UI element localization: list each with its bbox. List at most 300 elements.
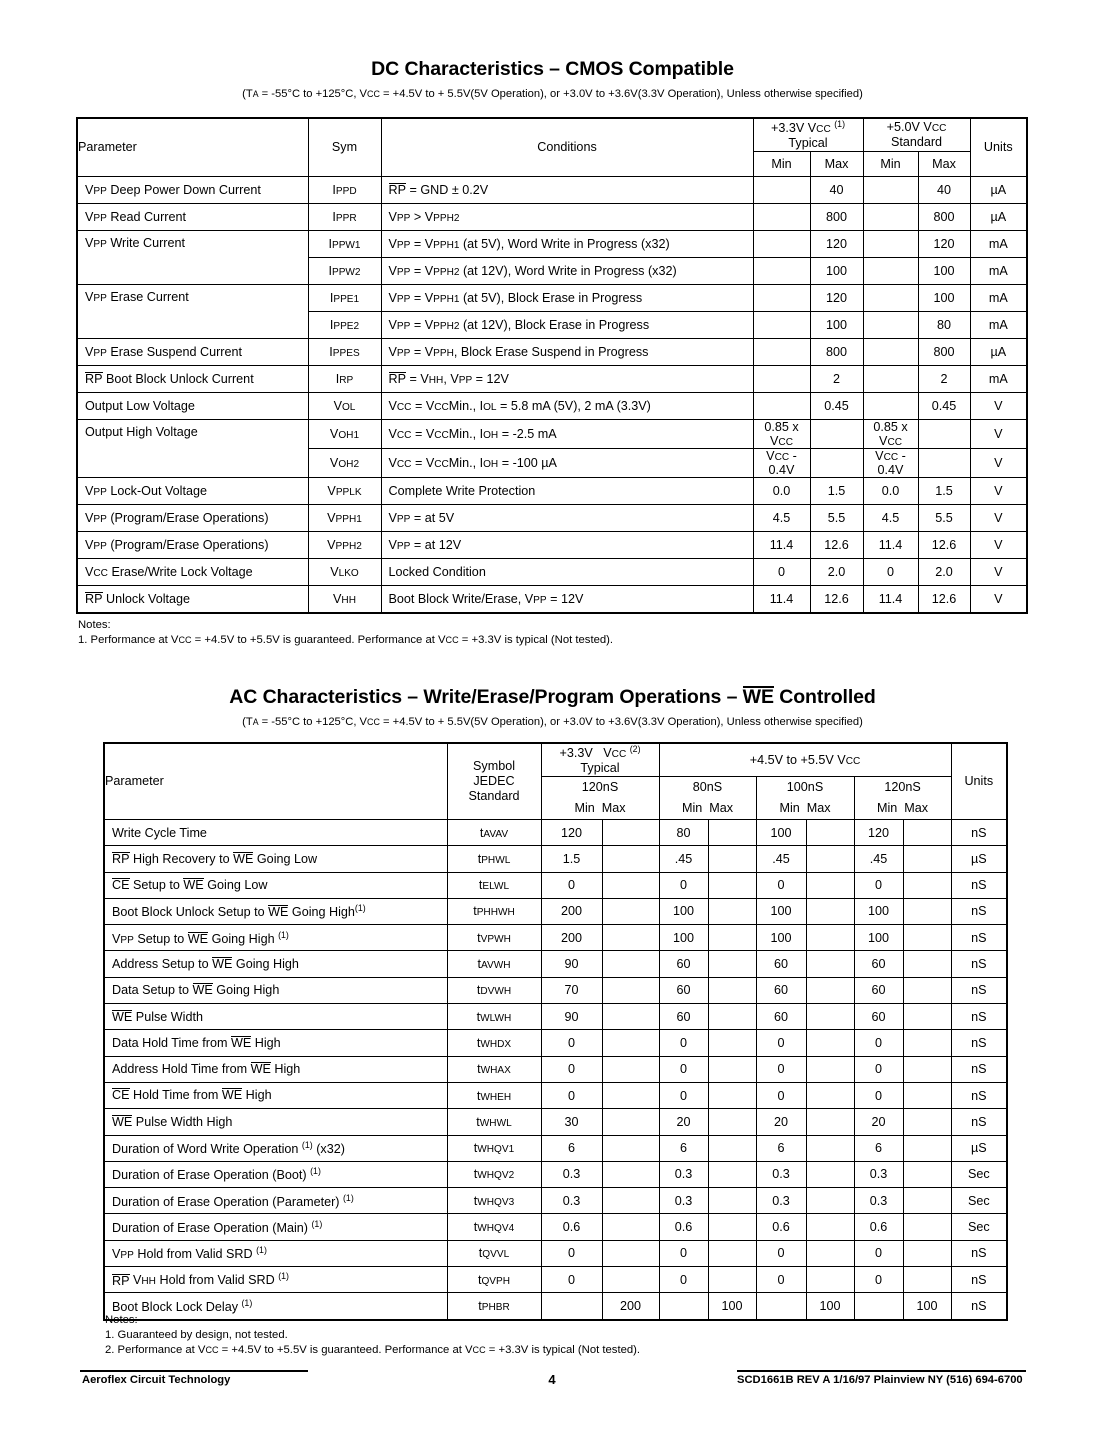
ac-cell-symbol: tWHQV2 (447, 1161, 541, 1187)
ac-cell-100-min: 6 (756, 1135, 806, 1161)
dc-cell-symbol: IPPES (308, 338, 381, 365)
ac-cell-units: nS (951, 1056, 1007, 1082)
ac-cell-120a-min: 0.3 (541, 1188, 602, 1214)
ac-cell-120b-max (903, 1135, 951, 1161)
ac-cell-80-min: 0 (659, 1030, 708, 1056)
ac-cell-parameter: RP High Recovery to WE Going Low (104, 846, 447, 872)
ac-cell-100-min: 60 (756, 1004, 806, 1030)
dc-cell-parameter: RP Unlock Voltage (77, 585, 308, 613)
dc-th-parameter: Parameter (77, 118, 308, 176)
ac-characteristics-table (103, 742, 1008, 1321)
ac-table-row (104, 1266, 1007, 1292)
dc-cell-33-max: 120 (810, 230, 863, 257)
ac-cell-120b-min: 100 (854, 898, 903, 924)
dc-th-33-max: Max (810, 151, 863, 176)
ac-table-row (104, 1004, 1007, 1030)
ac-cell-120a-max: 200 (602, 1293, 659, 1320)
ac-cell-100-max (806, 1214, 854, 1240)
dc-cell-conditions: VPP = VPPH, Block Erase Suspend in Progress (381, 338, 753, 365)
dc-cell-33-min: 0.85 x VCC (753, 419, 810, 448)
dc-cell-parameter: VPP Erase Suspend Current (77, 338, 308, 365)
ac-cell-100-min: 0 (756, 1082, 806, 1108)
ac-cell-120a-min: 0 (541, 1082, 602, 1108)
ac-cell-parameter: WE Pulse Width (104, 1004, 447, 1030)
ac-cell-units: nS (951, 977, 1007, 1003)
footer-rule-right (737, 1370, 1026, 1372)
ac-cell-symbol: tVPWH (447, 925, 541, 951)
ac-cell-120a-max (602, 1240, 659, 1266)
ac-cell-120a-min: 0 (541, 1240, 602, 1266)
ac-notes-label: Notes: (105, 1314, 138, 1326)
ac-table-row (104, 925, 1007, 951)
ac-cell-parameter: Address Hold Time from WE High (104, 1056, 447, 1082)
dc-table-row (77, 230, 1027, 257)
ac-cell-100-max (806, 1266, 854, 1292)
ac-th-speed-100: 100nS (756, 776, 854, 798)
ac-th-group-33v: +3.3V VCC $^{(2)}$ Typical (541, 743, 659, 776)
dc-cell-conditions: VCC = VCCMin., IOH = -100 µA (381, 448, 753, 477)
ac-cell-120a-max (602, 1161, 659, 1187)
ac-cell-120a-min: 200 (541, 898, 602, 924)
ac-cell-symbol: tPHHWH (447, 898, 541, 924)
ac-cell-100-max (806, 872, 854, 898)
ac-cell-120a-max (602, 1082, 659, 1108)
ac-cell-units: Sec (951, 1214, 1007, 1240)
ac-cell-120a-min: 1.5 (541, 846, 602, 872)
dc-cell-parameter: VPP (Program/Erase Operations) (77, 531, 308, 558)
ac-th-minmax-100: Min Max (756, 798, 854, 820)
ac-table-row (104, 1056, 1007, 1082)
ac-cell-100-min: 0 (756, 872, 806, 898)
dc-cell-50-max: 800 (918, 338, 970, 365)
dc-cell-50-max (918, 419, 970, 448)
ac-cell-parameter: CE Hold Time from WE High (104, 1082, 447, 1108)
ac-cell-units: nS (951, 1240, 1007, 1266)
dc-cell-symbol: IPPW2 (308, 257, 381, 284)
ac-title-we-overline: WE (742, 686, 774, 708)
ac-cell-120a-max (602, 1056, 659, 1082)
ac-note-1: 1. Guaranteed by design, not tested. (105, 1329, 288, 1342)
ac-cell-80-max (708, 872, 756, 898)
dc-cell-units: mA (970, 230, 1027, 257)
ac-th-symbol-l1: Symbol (473, 759, 515, 774)
ac-cell-120b-max: 100 (903, 1293, 951, 1320)
ac-cell-units: nS (951, 1082, 1007, 1108)
dc-cell-conditions: VCC = VCCMin., IOL = 5.8 mA (5V), 2 mA (3.3V) (381, 392, 753, 419)
dc-cell-50-max: 12.6 (918, 531, 970, 558)
ac-cell-120a-max (602, 925, 659, 951)
ac-cell-parameter: Address Setup to WE Going High (104, 951, 447, 977)
ac-cell-120b-min: 60 (854, 951, 903, 977)
ac-note-2: 2. Performance at VCC = +4.5V to +5.5V is guaranteed. Performance at VCC = +3.3V is typical (Not tested). (105, 1344, 641, 1357)
ac-subtitle-text: (TA = -55°C to +125°C, VCC = +4.5V to + 5.5V(5V Operation), or +3.0V to +3.6V(3.3V Operation), Unless otherwise specified) (242, 716, 863, 728)
dc-cell-50-max: 100 (918, 257, 970, 284)
dc-cell-conditions: VPP = at 12V (381, 531, 753, 558)
ac-cell-120b-max (903, 898, 951, 924)
ac-cell-100-max (806, 1004, 854, 1030)
dc-section-title: DC Characteristics – CMOS Compatible (371, 58, 734, 80)
dc-th-50-max: Max (918, 151, 970, 176)
ac-cell-80-min: 0 (659, 1082, 708, 1108)
ac-header-row-1 (104, 743, 1007, 776)
ac-cell-100-max (806, 819, 854, 845)
ac-cell-120b-min: 100 (854, 925, 903, 951)
ac-cell-symbol: tDVWH (447, 977, 541, 1003)
dc-th-group-50v: +5.0V VCC Standard (863, 118, 970, 151)
ac-cell-80-max (708, 1266, 756, 1292)
ac-cell-100-min (756, 1293, 806, 1320)
ac-cell-symbol: tELWL (447, 872, 541, 898)
ac-cell-100-min: 0 (756, 1240, 806, 1266)
dc-cell-33-min (753, 176, 810, 203)
ac-cell-symbol: tAVWH (447, 951, 541, 977)
ac-cell-120b-min: 120 (854, 819, 903, 845)
dc-cell-50-max: 800 (918, 203, 970, 230)
ac-cell-symbol: tQVPH (447, 1266, 541, 1292)
ac-cell-symbol: tWHEH (447, 1082, 541, 1108)
dc-cell-33-min (753, 311, 810, 338)
dc-cell-symbol: VHH (308, 585, 381, 613)
dc-table-row (77, 392, 1027, 419)
dc-cell-conditions: VPP = VPPH1 (at 5V), Block Erase in Progress (381, 284, 753, 311)
ac-cell-120a-min: 0 (541, 872, 602, 898)
dc-cell-parameter: VPP (Program/Erase Operations) (77, 504, 308, 531)
dc-th-conditions: Conditions (381, 118, 753, 176)
ac-cell-units: nS (951, 819, 1007, 845)
ac-cell-80-min: 0.6 (659, 1214, 708, 1240)
dc-cell-33-min: VCC - 0.4V (753, 448, 810, 477)
ac-cell-120b-min: 0.3 (854, 1161, 903, 1187)
dc-cell-units: V (970, 448, 1027, 477)
dc-cell-50-min (863, 284, 918, 311)
ac-th-speed-120a: 120nS (541, 776, 659, 798)
dc-cell-50-max: 5.5 (918, 504, 970, 531)
ac-cell-80-max (708, 819, 756, 845)
ac-cell-80-max (708, 1056, 756, 1082)
ac-cell-120a-min: 0 (541, 1056, 602, 1082)
dc-cell-parameter: VPP Deep Power Down Current (77, 176, 308, 203)
dc-cell-33-max: 12.6 (810, 531, 863, 558)
dc-cell-conditions: VPP = VPPH2 (at 12V), Word Write in Progress (x32) (381, 257, 753, 284)
ac-cell-120b-min: 0.6 (854, 1214, 903, 1240)
ac-cell-120b-max (903, 872, 951, 898)
ac-table-row (104, 1082, 1007, 1108)
ac-th-minmax-120a: Min Max (541, 798, 659, 820)
ac-cell-120a-min: 30 (541, 1109, 602, 1135)
dc-cell-33-min (753, 203, 810, 230)
dc-cell-50-min (863, 311, 918, 338)
dc-cell-50-max: 1.5 (918, 477, 970, 504)
ac-cell-120a-min: 0.6 (541, 1214, 602, 1240)
ac-cell-120a-min: 120 (541, 819, 602, 845)
ac-cell-120a-min: 90 (541, 951, 602, 977)
ac-cell-units: nS (951, 951, 1007, 977)
ac-cell-100-min: .45 (756, 846, 806, 872)
ac-cell-80-max (708, 925, 756, 951)
dc-cell-parameter: Output High Voltage (77, 419, 308, 477)
ac-cell-units: Sec (951, 1161, 1007, 1187)
ac-cell-100-max (806, 925, 854, 951)
ac-cell-80-max (708, 1240, 756, 1266)
ac-cell-80-min: 100 (659, 925, 708, 951)
dc-cell-symbol: IPPE2 (308, 311, 381, 338)
ac-cell-120b-min: 0.3 (854, 1188, 903, 1214)
ac-cell-120b-max (903, 925, 951, 951)
ac-cell-100-max (806, 1109, 854, 1135)
ac-table-row (104, 951, 1007, 977)
dc-cell-units: V (970, 477, 1027, 504)
dc-cell-parameter: VPP Write Current (77, 230, 308, 284)
dc-cell-33-min (753, 365, 810, 392)
dc-cell-units: mA (970, 257, 1027, 284)
dc-characteristics-table (76, 117, 1028, 614)
ac-cell-100-max (806, 1082, 854, 1108)
dc-cell-50-min: 0.85 x VCC (863, 419, 918, 448)
dc-cell-conditions: RP = GND ± 0.2V (381, 176, 753, 203)
ac-cell-parameter: VPP Hold from Valid SRD $^{(1)}$ (104, 1240, 447, 1266)
dc-th-units: Units (970, 118, 1027, 176)
ac-cell-120a-max (602, 872, 659, 898)
ac-cell-80-max (708, 977, 756, 1003)
dc-cell-50-min (863, 176, 918, 203)
ac-cell-80-max (708, 1109, 756, 1135)
ac-cell-120b-min: 0 (854, 1082, 903, 1108)
ac-title-pre: AC Characteristics – Write/Erase/Program Operations – (229, 686, 743, 708)
dc-cell-units: V (970, 558, 1027, 585)
dc-notes-label: Notes: (78, 619, 111, 631)
ac-cell-120a-min: 70 (541, 977, 602, 1003)
ac-cell-symbol: tPHBR (447, 1293, 541, 1320)
ac-cell-80-max (708, 1082, 756, 1108)
ac-cell-120b-max (903, 1161, 951, 1187)
ac-cell-120b-min: 20 (854, 1109, 903, 1135)
dc-cell-33-min: 11.4 (753, 531, 810, 558)
ac-cell-parameter: CE Setup to WE Going Low (104, 872, 447, 898)
ac-cell-100-min: 20 (756, 1109, 806, 1135)
dc-cell-units: V (970, 392, 1027, 419)
ac-cell-120a-min: 90 (541, 1004, 602, 1030)
dc-cell-50-min: 4.5 (863, 504, 918, 531)
ac-cell-120a-max (602, 1030, 659, 1056)
ac-cell-120a-min: 0 (541, 1266, 602, 1292)
ac-cell-symbol: tWHWL (447, 1109, 541, 1135)
ac-cell-symbol: tPHWL (447, 846, 541, 872)
dc-cell-conditions: Boot Block Write/Erase, VPP = 12V (381, 585, 753, 613)
dc-cell-parameter: VPP Read Current (77, 203, 308, 230)
ac-cell-100-min: 100 (756, 819, 806, 845)
ac-cell-120a-max (602, 846, 659, 872)
ac-cell-120b-min (854, 1293, 903, 1320)
dc-cell-units: V (970, 585, 1027, 613)
ac-section-subtitle (0, 716, 1105, 728)
dc-cell-33-min (753, 392, 810, 419)
ac-cell-parameter: Data Setup to WE Going High (104, 977, 447, 1003)
ac-cell-80-min: 60 (659, 951, 708, 977)
footnote-marker-1: (1) (834, 119, 846, 129)
dc-cell-conditions: VPP > VPPH2 (381, 203, 753, 230)
ac-cell-100-min: 100 (756, 925, 806, 951)
ac-table-row (104, 1030, 1007, 1056)
ac-cell-80-min: 60 (659, 977, 708, 1003)
dc-cell-conditions: Locked Condition (381, 558, 753, 585)
ac-cell-120b-min: .45 (854, 846, 903, 872)
dc-cell-33-max: 800 (810, 338, 863, 365)
ac-cell-parameter: Boot Block Unlock Setup to WE Going High$^{(1)}$ (104, 898, 447, 924)
ac-cell-100-min: 0.3 (756, 1188, 806, 1214)
ac-cell-80-min: 100 (659, 898, 708, 924)
dc-table-row (77, 176, 1027, 203)
ac-table-row (104, 1188, 1007, 1214)
ac-cell-80-max (708, 951, 756, 977)
dc-table-row (77, 531, 1027, 558)
ac-table-row (104, 898, 1007, 924)
ac-cell-parameter: Duration of Erase Operation (Boot) $^{(1)}$ (104, 1161, 447, 1187)
dc-cell-conditions: Complete Write Protection (381, 477, 753, 504)
ac-cell-units: nS (951, 898, 1007, 924)
ac-cell-100-min: 0.3 (756, 1161, 806, 1187)
ac-cell-80-max (708, 846, 756, 872)
dc-cell-50-min: VCC - 0.4V (863, 448, 918, 477)
ac-cell-120a-max (602, 951, 659, 977)
dc-section-subtitle (0, 88, 1105, 100)
ac-cell-symbol: tWHQV4 (447, 1214, 541, 1240)
ac-cell-parameter: VPP Setup to WE Going High $^{(1)}$ (104, 925, 447, 951)
ac-cell-100-max (806, 1030, 854, 1056)
dc-cell-33-min: 11.4 (753, 585, 810, 613)
footer-page-number: 4 (548, 1372, 556, 1387)
ac-cell-120b-max (903, 1056, 951, 1082)
ac-cell-80-min: 0.3 (659, 1188, 708, 1214)
ac-cell-100-max (806, 1161, 854, 1187)
dc-cell-units: V (970, 504, 1027, 531)
ac-cell-120b-min: 0 (854, 1030, 903, 1056)
ac-cell-80-min: 60 (659, 1004, 708, 1030)
ac-table-row (104, 872, 1007, 898)
ac-cell-parameter: Data Hold Time from WE High (104, 1030, 447, 1056)
dc-subtitle-text: (TA = -55°C to +125°C, VCC = +4.5V to + 5.5V(5V Operation), or +3.0V to +3.6V(3.3V Operation), Unless otherwise specified) (242, 88, 863, 100)
ac-cell-units: nS (951, 1293, 1007, 1320)
dc-cell-33-max (810, 448, 863, 477)
dc-cell-33-max: 100 (810, 257, 863, 284)
ac-cell-100-min: 60 (756, 951, 806, 977)
dc-cell-50-min (863, 203, 918, 230)
dc-cell-50-min: 11.4 (863, 585, 918, 613)
dc-cell-33-max: 40 (810, 176, 863, 203)
dc-cell-50-max: 2 (918, 365, 970, 392)
dc-cell-50-min: 0 (863, 558, 918, 585)
dc-cell-50-min (863, 230, 918, 257)
dc-cell-33-max: 0.45 (810, 392, 863, 419)
dc-cell-conditions: VPP = at 5V (381, 504, 753, 531)
dc-cell-50-min (863, 365, 918, 392)
dc-cell-symbol: VOL (308, 392, 381, 419)
ac-cell-units: nS (951, 925, 1007, 951)
dc-cell-50-min: 0.0 (863, 477, 918, 504)
dc-table-row (77, 203, 1027, 230)
dc-table-row (77, 365, 1027, 392)
dc-cell-symbol: VOH1 (308, 419, 381, 448)
ac-cell-80-max (708, 1135, 756, 1161)
ac-cell-80-max (708, 1004, 756, 1030)
ac-cell-120b-max (903, 1109, 951, 1135)
ac-cell-120a-max (602, 1109, 659, 1135)
dc-cell-units: V (970, 419, 1027, 448)
ac-cell-120b-min: 6 (854, 1135, 903, 1161)
ac-cell-120b-min: 0 (854, 1266, 903, 1292)
ac-cell-symbol: tWHAX (447, 1056, 541, 1082)
ac-th-minmax-80: Min Max (659, 798, 756, 820)
ac-th-symbol-l2: JEDEC (473, 774, 515, 789)
dc-table-row (77, 284, 1027, 311)
ac-table-row (104, 1214, 1007, 1240)
ac-cell-80-min (659, 1293, 708, 1320)
dc-cell-symbol: VPPLK (308, 477, 381, 504)
ac-cell-units: nS (951, 872, 1007, 898)
ac-th-speed-120b: 120nS (854, 776, 951, 798)
ac-cell-100-max (806, 951, 854, 977)
ac-cell-120a-min: 6 (541, 1135, 602, 1161)
ac-cell-80-max (708, 1030, 756, 1056)
ac-cell-100-max (806, 1188, 854, 1214)
dc-th-group-33v: +3.3V VCC $^{(1)}$ Typical (753, 118, 863, 151)
ac-cell-120a-min: 0 (541, 1030, 602, 1056)
dc-cell-symbol: IRP (308, 365, 381, 392)
dc-table-row (77, 419, 1027, 448)
ac-cell-units: nS (951, 1030, 1007, 1056)
ac-cell-units: µS (951, 846, 1007, 872)
dc-cell-33-min (753, 230, 810, 257)
ac-th-minmax-120b: Min Max (854, 798, 951, 820)
dc-cell-50-min (863, 338, 918, 365)
ac-table-row (104, 1109, 1007, 1135)
ac-cell-parameter: RP VHH Hold from Valid SRD $^{(1)}$ (104, 1266, 447, 1292)
dc-cell-symbol: IPPE1 (308, 284, 381, 311)
dc-cell-33-max: 2.0 (810, 558, 863, 585)
ac-th-symbol-l3: Standard (468, 788, 520, 803)
ac-cell-80-min: 6 (659, 1135, 708, 1161)
ac-cell-100-max (806, 1135, 854, 1161)
ac-cell-units: nS (951, 1004, 1007, 1030)
ac-cell-120b-min: 60 (854, 977, 903, 1003)
ac-cell-100-min: 0 (756, 1266, 806, 1292)
ac-cell-symbol: tWHDX (447, 1030, 541, 1056)
dc-cell-conditions: VPP = VPPH1 (at 5V), Word Write in Progress (x32) (381, 230, 753, 257)
ac-table-row (104, 1161, 1007, 1187)
dc-cell-parameter: VPP Lock-Out Voltage (77, 477, 308, 504)
ac-cell-symbol: tAVAV (447, 819, 541, 845)
dc-cell-33-min (753, 338, 810, 365)
dc-cell-50-max: 2.0 (918, 558, 970, 585)
ac-cell-100-max (806, 898, 854, 924)
ac-cell-80-min: 0.3 (659, 1161, 708, 1187)
dc-note-1: 1. Performance at VCC = +4.5V to +5.5V is guaranteed. Performance at VCC = +3.3V is typical (Not tested). (78, 634, 614, 647)
ac-cell-120b-max (903, 846, 951, 872)
footer-rule-left (80, 1370, 308, 1372)
ac-cell-120b-min: 0 (854, 1240, 903, 1266)
ac-cell-symbol: tQVVL (447, 1240, 541, 1266)
ac-table-row (104, 819, 1007, 845)
dc-cell-symbol: IPPR (308, 203, 381, 230)
ac-cell-parameter: WE Pulse Width High (104, 1109, 447, 1135)
ac-cell-120b-max (903, 1188, 951, 1214)
ac-cell-80-min: 0 (659, 872, 708, 898)
ac-th-parameter: Parameter (104, 743, 447, 819)
footnote-marker-2: (2) (629, 744, 641, 754)
ac-cell-80-min: 20 (659, 1109, 708, 1135)
dc-cell-units: mA (970, 365, 1027, 392)
ac-cell-120a-min: 200 (541, 925, 602, 951)
ac-cell-120b-max (903, 819, 951, 845)
